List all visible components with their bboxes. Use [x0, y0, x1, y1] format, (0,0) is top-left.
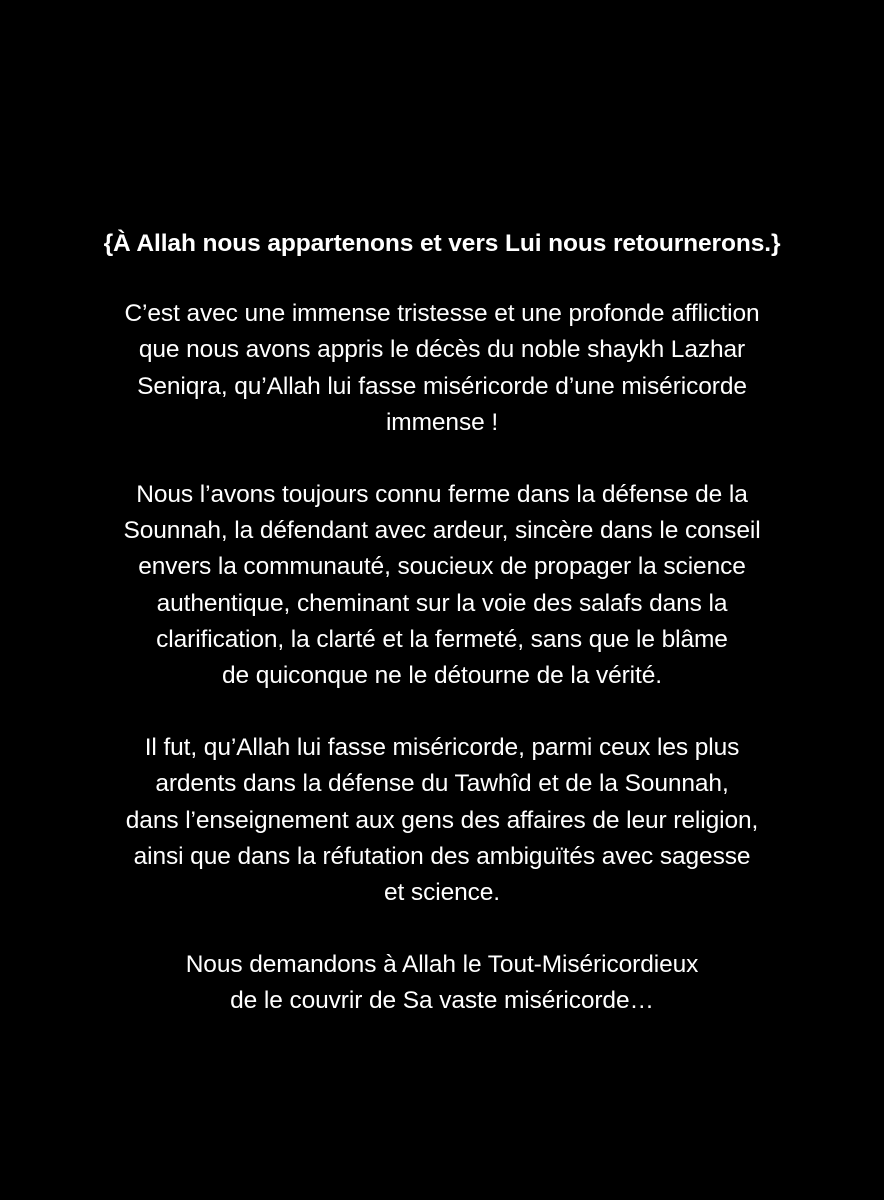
- text-line: C’est avec une immense tristesse et une profonde affliction: [124, 300, 760, 328]
- text-line: authentique, cheminant sur la voie des salafs dans la: [156, 589, 728, 617]
- text-line: Seniqra, qu’Allah lui fasse miséricorde d’une miséricorde: [137, 372, 747, 400]
- paragraph-announcement: [60, 296, 824, 441]
- paragraph-supplication: [60, 947, 824, 1019]
- text-line: Nous demandons à Allah le Tout-Miséricordieux: [185, 951, 699, 979]
- text-line: dans l’enseignement aux gens des affaires de leur religion,: [125, 806, 759, 834]
- text-line: envers la communauté, soucieux de propager la science: [138, 553, 746, 581]
- text-line: ardents dans la défense du Tawhîd et de la Sounnah,: [155, 770, 729, 798]
- message-body: [60, 226, 824, 1020]
- title-verse: {À Allah nous appartenons et vers Lui nous retournerons.}: [103, 230, 781, 257]
- text-line: immense !: [385, 408, 499, 436]
- text-line: de quiconque ne le détourne de la vérité.: [222, 662, 662, 690]
- paragraph-legacy: [60, 730, 824, 911]
- text-line: de le couvrir de Sa vaste miséricorde…: [230, 987, 654, 1015]
- text-line: et science.: [383, 879, 501, 907]
- text-line: clarification, la clarté et la fermeté, sans que le blâme: [156, 625, 728, 653]
- text-line: Sounnah, la défendant avec ardeur, sincère dans le conseil: [123, 517, 761, 545]
- text-line: ainsi que dans la réfutation des ambiguïtés avec sagesse: [133, 842, 751, 870]
- text-line: que nous avons appris le décès du noble shaykh Lazhar: [138, 336, 746, 364]
- text-line: Il fut, qu’Allah lui fasse miséricorde, parmi ceux les plus: [144, 734, 740, 762]
- paragraph-praise: [60, 477, 824, 694]
- text-line: Nous l’avons toujours connu ferme dans la défense de la: [136, 481, 748, 509]
